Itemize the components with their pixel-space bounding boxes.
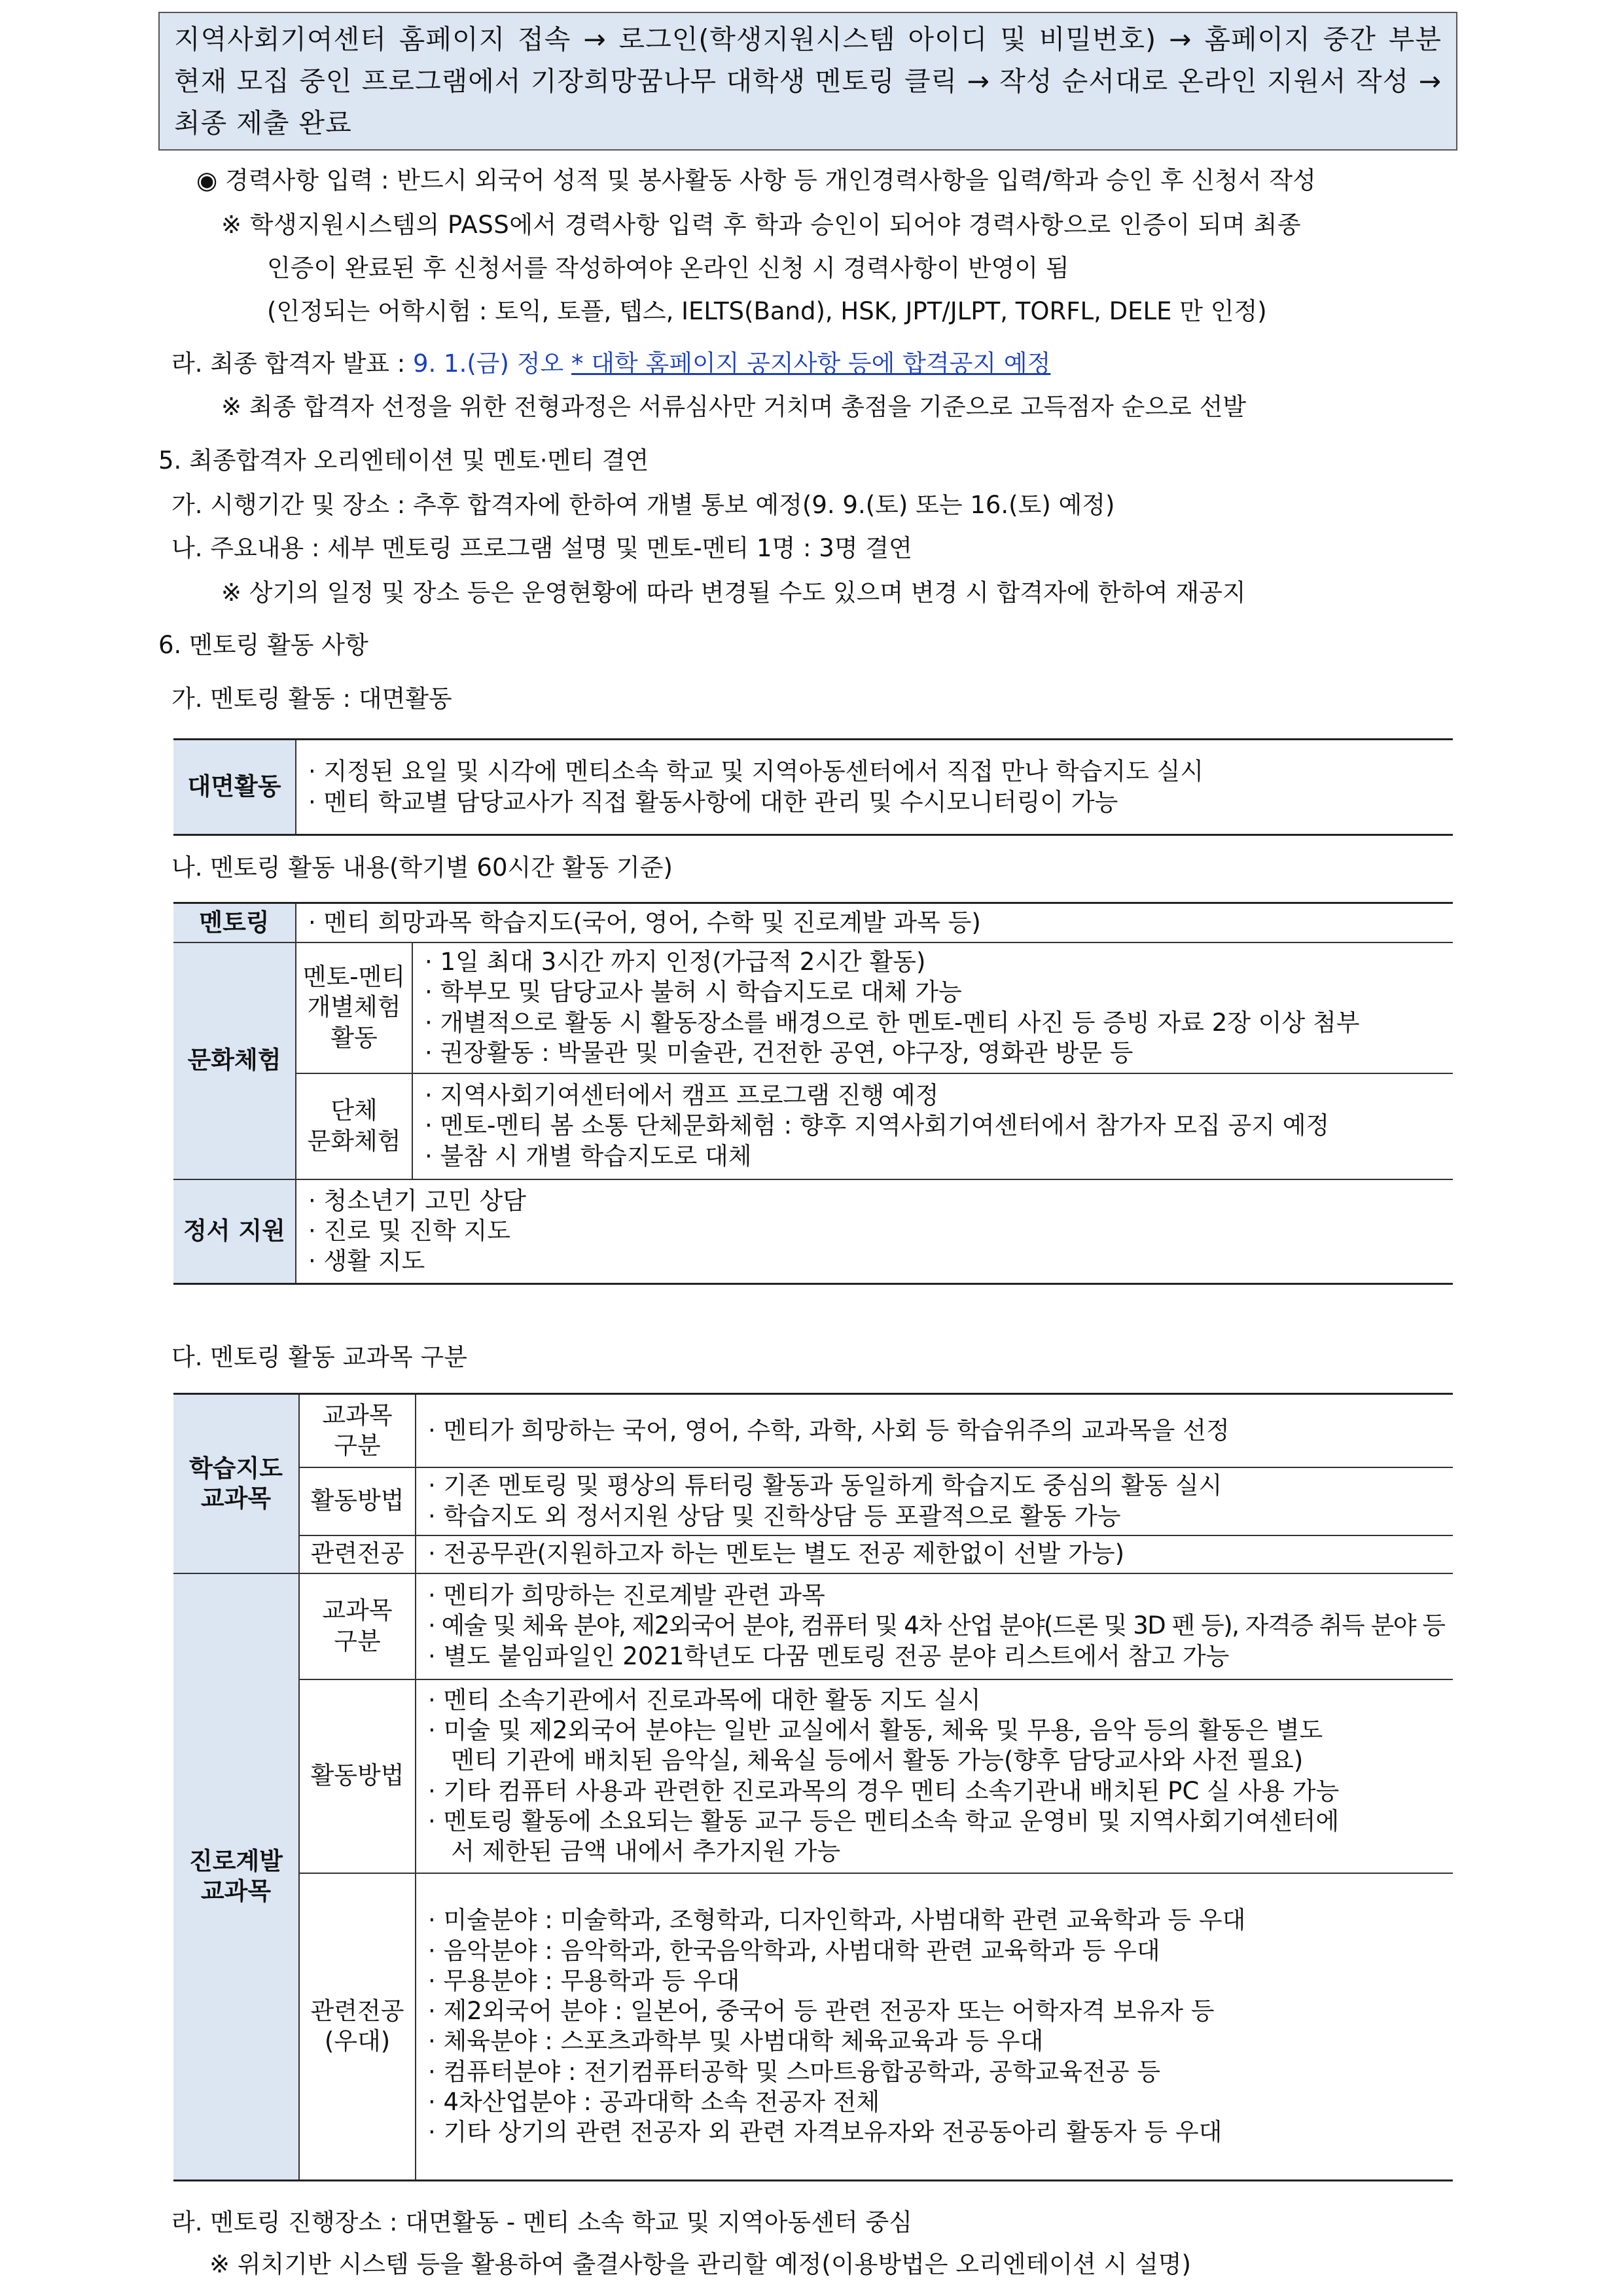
- emotion-support-cell: [296, 1179, 1453, 1284]
- study-method-cell: [416, 1467, 1453, 1535]
- career-major-item: · 기타 상기의 관련 전공자 외 관련 자격보유자와 전공동아리 활동자 등 우대: [428, 2118, 1222, 2146]
- career-note-2: 인증이 완료된 후 신청서를 작성하여야 온라인 신청 시 경력사항이 반영이 됨: [267, 254, 1069, 282]
- group-culture-cell: [412, 1073, 1453, 1179]
- career-major-cell: [416, 1873, 1453, 2181]
- study-major-item: · 전공무관(지원하고자 하는 멘토는 별도 전공 제한없이 선발 가능): [428, 1539, 1125, 1568]
- individual-activity-label: 멘토-멘티 개별체험 활동: [296, 942, 412, 1073]
- face-activity-label: 대면활동: [173, 740, 296, 835]
- location-note: ※ 위치기반 시스템 등을 활용하여 출결사항을 관리할 예정(이용방법은 오리엔테이션 시 설명): [209, 2250, 1191, 2278]
- section-5-item-a: 가. 시행기간 및 장소 : 추후 합격자에 한하여 개별 통보 예정(9. 9.(토) 또는 16.(토) 예정): [171, 491, 1115, 519]
- face-activity-table: [173, 738, 1453, 836]
- mentoring-item: · 멘티 희망과목 학습지도(국어, 영어, 수학 및 진로계발 과목 등): [296, 903, 1453, 942]
- career-method-item: · 멘토링 활동에 소요되는 활동 교구 등은 멘티소속 학교 운영비 및 지역사회기여센터에: [428, 1806, 1340, 1835]
- career-major-item: · 제2외국어 분야 : 일본어, 중국어 등 관련 전공자 또는 어학자격 보유자 등: [428, 1997, 1215, 2025]
- individual-activity-item: · 1일 최대 3시간 까지 인정(가급적 2시간 활동): [425, 948, 926, 976]
- study-method-item: · 기존 멘토링 및 평상의 튜터링 활동과 동일하게 학습지도 중심의 활동 실시: [428, 1471, 1222, 1500]
- study-major-cell: [416, 1535, 1453, 1573]
- emotion-support-item: · 진로 및 진학 지도: [308, 1217, 510, 1246]
- career-major-item: · 무용분야 : 무용학과 등 우대: [428, 1966, 740, 1995]
- career-major-label: 관련전공 (우대): [299, 1873, 416, 2181]
- career-method-label: 활동방법: [299, 1679, 416, 1873]
- section-5-heading: 5. 최종합격자 오리엔테이션 및 멘토·멘티 결연: [158, 446, 649, 475]
- emotion-support-item: · 청소년기 고민 상담: [308, 1186, 526, 1215]
- career-category-item: · 별도 붙임파일인 2021학년도 다꿈 멘토링 전공 분야 리스트에서 참고 가능: [428, 1641, 1230, 1670]
- career-method-item: 멘티 기관에 배치된 음악실, 체육실 등에서 활동 가능(향후 담당교사와 사전 필요): [428, 1746, 1304, 1775]
- career-subject-label: 진로계발 교과목: [173, 1573, 299, 2181]
- study-major-label: 관련전공: [299, 1535, 416, 1573]
- section-6-item-d: 라. 멘토링 진행장소 : 대면활동 - 멘티 소속 학교 및 지역아동센터 중심: [171, 2208, 912, 2236]
- study-category-cell: [416, 1394, 1453, 1467]
- face-activity-item: · 지정된 요일 및 시각에 멘티소속 학교 및 지역아동센터에서 직접 만나 학습지도 실시: [308, 757, 1204, 786]
- study-subject-label: 학습지도 교과목: [173, 1394, 299, 1573]
- career-major-item: · 음악분야 : 음악학과, 한국음악학과, 사범대학 관련 교육학과 등 우대: [428, 1936, 1160, 1965]
- study-method-item: · 학습지도 외 정서지원 상담 및 진학상담 등 포괄적으로 활동 가능: [428, 1501, 1121, 1530]
- group-culture-item: · 지역사회기여센터에서 캠프 프로그램 진행 예정: [425, 1081, 939, 1110]
- face-activity-item: · 멘티 학교별 담당교사가 직접 활동사항에 대한 관리 및 수시모니터링이 가능: [308, 787, 1118, 816]
- face-activity-cell: [296, 740, 1453, 835]
- section-6-item-a: 가. 멘토링 활동 : 대면활동: [171, 685, 452, 713]
- career-category-cell: [416, 1573, 1453, 1679]
- culture-label: 문화체험: [173, 942, 296, 1179]
- career-major-item: · 컴퓨터분야 : 전기컴퓨터공학 및 스마트융합공학과, 공학교육전공 등: [428, 2057, 1161, 2086]
- application-procedure-box: [158, 12, 1457, 151]
- individual-activity-cell: [412, 942, 1453, 1073]
- section-6-item-b: 나. 멘토링 활동 내용(학기별 60시간 활동 기준): [171, 853, 673, 882]
- mentoring-label: 멘토링: [173, 903, 296, 942]
- emotion-support-item: · 생활 지도: [308, 1247, 425, 1276]
- application-procedure-text: 지역사회기여센터 홈페이지 접속 → 로그인(학생지원시스템 아이디 및 비밀번호) → 홈페이지 중간 부분 현재 모집 중인 프로그램에서 기장희망꿈나무 대학생 멘토링 클릭 → 작성 순서대로 온라인 지원서 작성 → 최종 제출 완료: [174, 24, 1442, 139]
- career-method-cell: [416, 1679, 1453, 1873]
- career-category-item: · 예술 및 체육 분야, 제2외국어 분야, 컴퓨터 및 4차 산업 분야(드론 및 3D 펜 등), 자격증 취득 분야 등: [428, 1611, 1445, 1640]
- individual-activity-item: · 권장활동 : 박물관 및 미술관, 건전한 공연, 야구장, 영화관 방문 등: [425, 1038, 1133, 1067]
- career-method-item: 서 제한된 금액 내에서 추가지원 가능: [428, 1837, 841, 1865]
- group-culture-label: 단체 문화체험: [296, 1073, 412, 1179]
- announcement-label: 라. 최종 합격자 발표 :: [171, 350, 413, 378]
- career-major-item: · 4차산업분야 : 공과대학 소속 전공자 전체: [428, 2087, 880, 2116]
- career-major-item: · 미술분야 : 미술학과, 조형학과, 디자인학과, 사범대학 관련 교육학과 등 우대: [428, 1906, 1246, 1935]
- career-category-item: · 멘티가 희망하는 진로계발 관련 과목: [428, 1581, 825, 1610]
- group-culture-item: · 불참 시 개별 학습지도로 대체: [425, 1141, 752, 1170]
- career-method-item: · 기타 컴퓨터 사용과 관련한 진로과목의 경우 멘티 소속기관내 배치된 PC 실 사용 가능: [428, 1776, 1340, 1805]
- study-method-label: 활동방법: [299, 1467, 416, 1535]
- career-category-label: 교과목 구분: [299, 1573, 416, 1679]
- group-culture-item: · 멘토-멘티 봄 소통 단체문화체험 : 향후 지역사회기여센터에서 참가자 모집 공지 예정: [425, 1111, 1330, 1140]
- section-5-note: ※ 상기의 일정 및 장소 등은 운영현황에 따라 변경될 수도 있으며 변경 시 합격자에 한하여 재공지: [221, 579, 1246, 607]
- career-method-item: · 멘티 소속기관에서 진로과목에 대한 활동 지도 실시: [428, 1685, 981, 1714]
- individual-activity-item: · 개별적으로 활동 시 활동장소를 배경으로 한 멘토-멘티 사진 등 증빙 자료 2장 이상 첨부: [425, 1008, 1360, 1037]
- section-6-heading: 6. 멘토링 활동 사항: [158, 631, 368, 659]
- career-major-item: · 체육분야 : 스포츠과학부 및 사범대학 체육교육과 등 우대: [428, 2027, 1044, 2056]
- study-category-label: 교과목 구분: [299, 1394, 416, 1467]
- career-note-1: ※ 학생지원시스템의 PASS에서 경력사항 입력 후 학과 승인이 되어야 경력사항으로 인증이 되며 최종: [221, 211, 1302, 239]
- selection-note: ※ 최종 합격자 선정을 위한 전형과정은 서류심사만 거치며 총점을 기준으로 고득점자 순으로 선발: [221, 393, 1247, 421]
- mentoring-content-table: [173, 902, 1453, 1285]
- career-bullet: ◉ 경력사항 입력 : 반드시 외국어 성적 및 봉사활동 사항 등 개인경력사항을 입력/학과 승인 후 신청서 작성: [196, 166, 1316, 194]
- section-5-item-b: 나. 주요내용 : 세부 멘토링 프로그램 설명 및 멘토-멘티 1명 : 3명 결연: [171, 534, 912, 562]
- announcement-link[interactable]: * 대학 홈페이지 공지사항 등에 합격공지 예정: [571, 350, 1051, 378]
- career-note-3: (인정되는 어학시험 : 토익, 토플, 텝스, IELTS(Band), HSK, JPT/JLPT, TORFL, DELE 만 인정): [267, 297, 1267, 325]
- individual-activity-item: · 학부모 및 담당교사 불허 시 학습지도로 대체 가능: [425, 978, 962, 1007]
- announcement-date: 9. 1.(금) 정오: [412, 350, 571, 378]
- career-method-item: · 미술 및 제2외국어 분야는 일반 교실에서 활동, 체육 및 무용, 음악 등의 활동은 별도: [428, 1716, 1323, 1744]
- study-category-item: · 멘티가 희망하는 국어, 영어, 수학, 과학, 사회 등 학습위주의 교과목을 선정: [428, 1416, 1230, 1444]
- section-6-item-c: 다. 멘토링 활동 교과목 구분: [171, 1343, 467, 1371]
- subject-table: [173, 1393, 1453, 2181]
- final-announcement: [171, 348, 1050, 380]
- emotion-support-label: 정서 지원: [173, 1179, 296, 1284]
